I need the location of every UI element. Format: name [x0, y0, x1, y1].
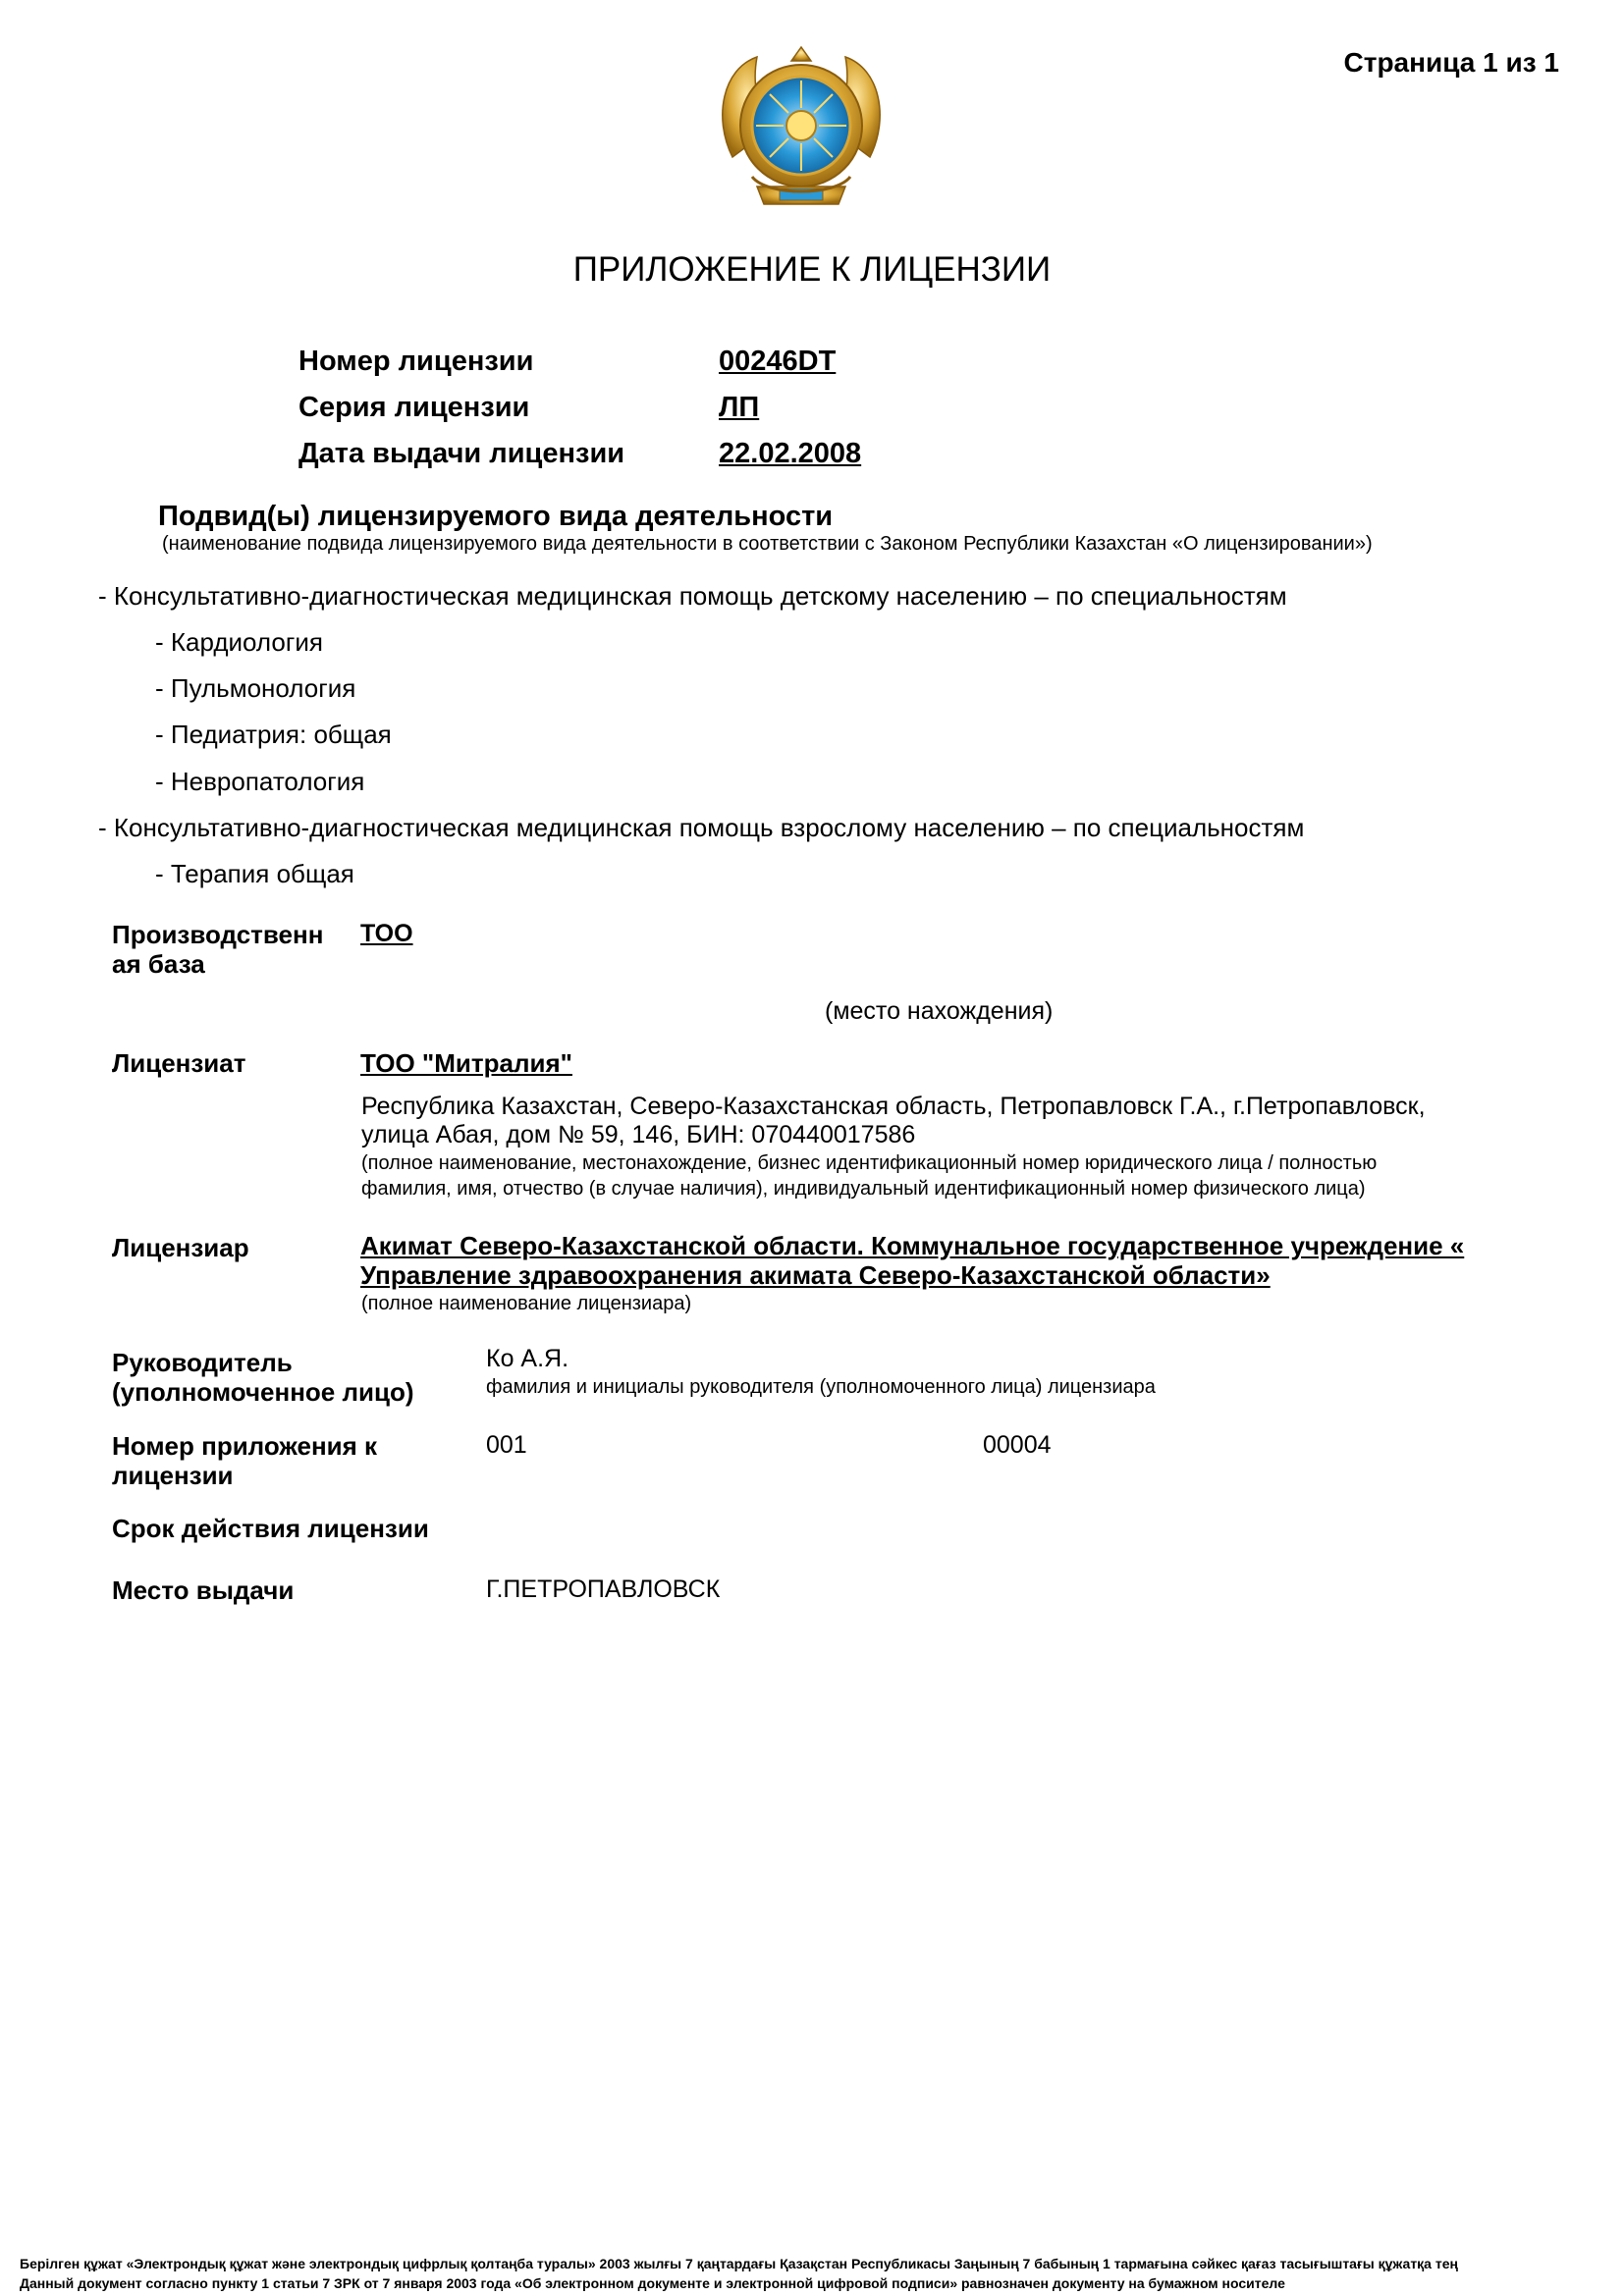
activity-item: - Консультативно-диагностическая медицинская помощь взрослому населению – по специальностям	[98, 813, 1305, 842]
production-base-label: Производственн ая база	[112, 920, 324, 979]
activities-note: (наименование подвида лицензируемого вида деятельности в соответствии с Законом Республики Казахстан «О лицензировании»)	[162, 533, 1373, 555]
licensee-note: (полное наименование, местонахождение, бизнес идентификационный номер юридического лица / полностью фамилия, имя, отчество (в случае наличия), индивидуальный идентификационный номер физического лица)	[361, 1152, 1378, 1200]
appendix-number-label: Номер приложения к лицензии	[112, 1431, 378, 1490]
license-number-value: 00246DT	[719, 346, 837, 377]
licensor-name-line1: Акимат Северо-Казахстанской области. Коммунальное государственное учреждение «	[360, 1231, 1465, 1260]
activity-item: - Невропатология	[155, 767, 365, 796]
license-date-value: 22.02.2008	[719, 438, 862, 469]
licensee-label: Лицензиат	[112, 1048, 246, 1078]
head-label: Руководитель (уполномоченное лицо)	[112, 1348, 414, 1407]
footer-russian: Данный документ согласно пункту 1 статьи 7 ЗРК от 7 января 2003 года «Об электронном документе и электронной цифровой подписи» равнозначен документу на бумажном носителе	[20, 2275, 1285, 2291]
place-label: Место выдачи	[112, 1575, 295, 1605]
license-number-label: Номер лицензии	[298, 346, 534, 377]
activity-item: - Пульмонология	[155, 673, 356, 703]
activity-item: - Консультативно-диагностическая медицинская помощь детскому населению – по специальностям	[98, 581, 1287, 611]
licensor-label: Лицензиар	[112, 1233, 249, 1262]
license-series-label: Серия лицензии	[298, 392, 530, 423]
appendix-number-value: 001	[486, 1431, 527, 1459]
licensor-note: (полное наименование лицензиара)	[361, 1293, 692, 1314]
license-date-label: Дата выдачи лицензии	[298, 438, 625, 469]
licensee-address: Республика Казахстан, Северо-Казахстанская область, Петропавловск Г.А., г.Петропавловск, улица Абая, дом № 59, 146, БИН: 070440017586	[361, 1093, 1426, 1148]
licensor-name-line2: Управление здравоохранения акимата Северо-Казахстанской области»	[360, 1260, 1271, 1290]
footer-kazakh: Берілген құжат «Электрондық құжат және электрондық цифрлық қолтаңба туралы» 2003 жылғы 7 қаңтардағы Қазақстан Республикасы Заңының 7 бабының 1 тармағына сәйкес қағаз тасығыштағы құжатқа тең	[20, 2256, 1458, 2271]
head-note: фамилия и инициалы руководителя (уполномоченного лица) лицензиара	[486, 1376, 1156, 1398]
kazakhstan-state-emblem-icon	[713, 39, 890, 226]
appendix-sequence-value: 00004	[983, 1431, 1052, 1459]
document-title: ПРИЛОЖЕНИЕ К ЛИЦЕНЗИИ	[572, 250, 1052, 289]
license-series-value: ЛП	[719, 392, 760, 423]
activities-heading: Подвид(ы) лицензируемого вида деятельности	[158, 501, 834, 532]
production-base-value: ТОО	[360, 920, 413, 947]
activity-item: - Кардиология	[155, 627, 323, 657]
page-number: Страница 1 из 1	[1343, 47, 1559, 78]
validity-label: Срок действия лицензии	[112, 1514, 429, 1543]
head-value: Ко А.Я.	[486, 1345, 569, 1372]
place-value: Г.ПЕТРОПАВЛОВСК	[486, 1575, 721, 1603]
activity-item: - Терапия общая	[155, 859, 354, 888]
activity-item: - Педиатрия: общая	[155, 720, 392, 749]
location-note: (место нахождения)	[825, 997, 1054, 1025]
licensee-name: ТОО "Митралия"	[360, 1048, 572, 1078]
